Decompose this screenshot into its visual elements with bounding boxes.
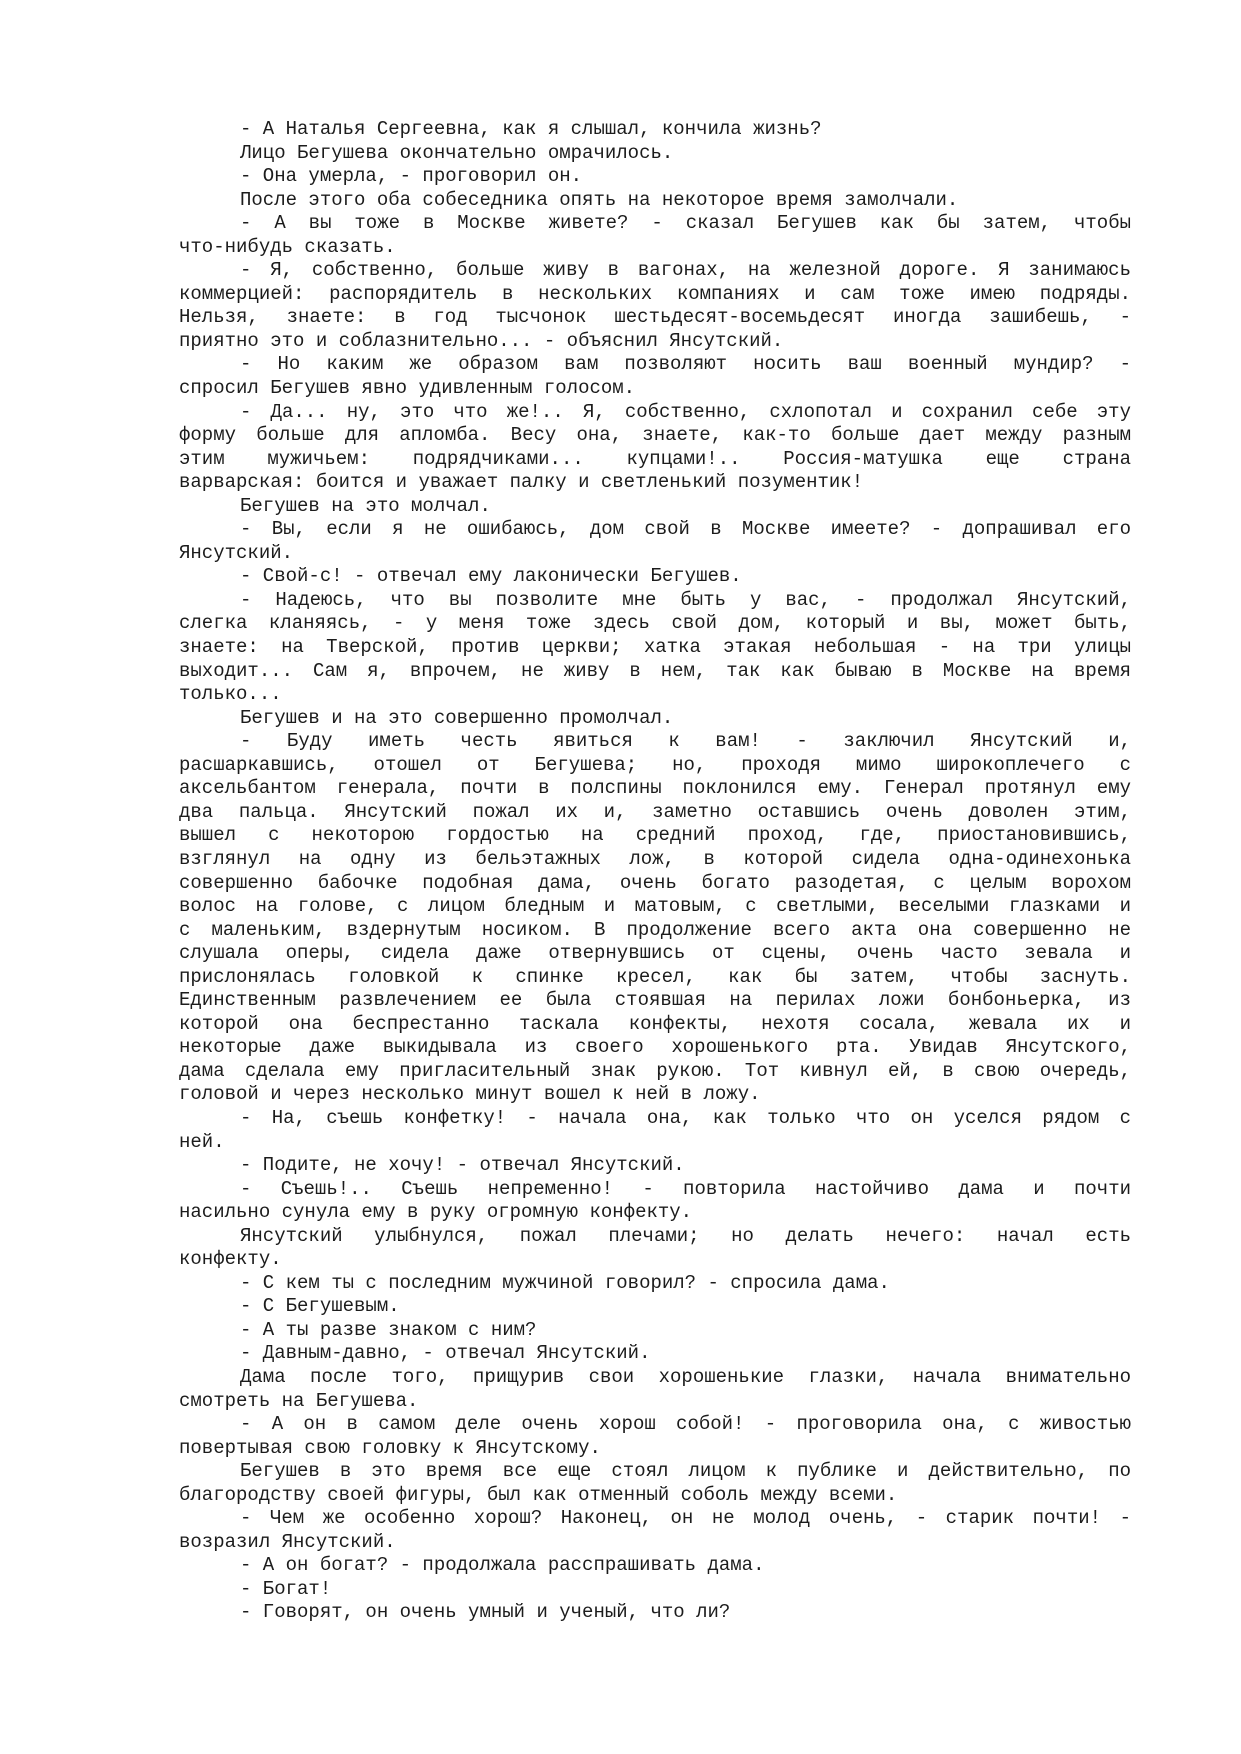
text-line: расшаркавшись, отошел от Бегушева; но, проходя мимо широкоплечего с xyxy=(179,753,1131,776)
text-line: - А ты разве знаком с ним? xyxy=(240,1318,537,1341)
text-line: - Чем же особенно хорош? Наконец, он не молод очень, - старик почти! - xyxy=(240,1507,1131,1530)
text-line: - Давным-давно, - отвечал Янсутский. xyxy=(240,1342,651,1365)
text-line: волос на голове, с лицом бледным и матовым, с светлыми, веселыми глазками и xyxy=(179,895,1131,918)
text-line: - А вы тоже в Москве живете? - сказал Бегушев как бы затем, чтобы xyxy=(240,212,1131,235)
text-line: некоторые даже выкидывала из своего хорошенького рта. Увидав Янсутского, xyxy=(179,1036,1131,1059)
text-line: - Буду иметь честь явиться к вам! - заключил Янсутский и, xyxy=(240,730,1131,753)
text-line: приятно это и соблазнительно... - объяснил Янсутский. xyxy=(179,329,784,352)
text-line: аксельбантом генерала, почти в полспины поклонился ему. Генерал протянул ему xyxy=(179,777,1131,800)
text-line: - Подите, не хочу! - отвечал Янсутский. xyxy=(240,1154,685,1177)
text-line: Бегушев в это время все еще стоял лицом к публике и действительно, по xyxy=(240,1460,1131,1483)
text-line: спросил Бегушев явно удивленным голосом. xyxy=(179,377,636,400)
text-line: совершенно бабочке подобная дама, очень богато разодетая, с целым ворохом xyxy=(179,871,1131,894)
text-line: Лицо Бегушева окончательно омрачилось. xyxy=(240,141,674,164)
text-line: слушала оперы, сидела даже отвернувшись от сцены, очень часто зевала и xyxy=(179,942,1131,965)
text-line: варварская: боится и уважает палку и светленький позументик! xyxy=(179,471,864,494)
text-line: слегка кланяясь, - у меня тоже здесь свой дом, который и вы, может быть, xyxy=(179,612,1131,635)
text-line: благородству своей фигуры, был как отменный соболь между всеми. xyxy=(179,1483,898,1506)
text-line: повертывая свою головку к Янсутскому. xyxy=(179,1436,601,1459)
text-line: два пальца. Янсутский пожал их и, заметно оставшись очень доволен этим, xyxy=(179,800,1131,823)
text-body xyxy=(179,118,1131,1625)
text-line: этим мужичьем: подрядчиками... купцами!.. Россия-матушка еще страна xyxy=(179,447,1131,470)
text-line: Нельзя, знаете: в год тысчонок шестьдесят-восемьдесят иногда зашибешь, - xyxy=(179,306,1131,329)
text-line: - Да... ну, это что же!.. Я, собственно, схлопотал и сохранил себе эту xyxy=(240,400,1131,423)
text-line: ней. xyxy=(179,1130,225,1153)
text-line: знаете: на Тверской, против церкви; хатка этакая небольшая - на три улицы xyxy=(179,636,1131,659)
text-line: - А он богат? - продолжала расспрашивать дама. xyxy=(240,1554,765,1577)
text-line: возразил Янсутский. xyxy=(179,1530,396,1553)
text-line: - Но каким же образом вам позволяют носить ваш военный мундир? - xyxy=(240,353,1131,376)
text-line: Бегушев на это молчал. xyxy=(240,494,491,517)
text-line: Янсутский. xyxy=(179,541,294,564)
text-line: выходит... Сам я, впрочем, не живу в нем, так как бываю в Москве на время xyxy=(179,659,1131,682)
text-line: прислонялась головкой к спинке кресел, как бы затем, чтобы заснуть. xyxy=(179,965,1131,988)
text-line: смотреть на Бегушева. xyxy=(179,1389,419,1412)
text-line: Бегушев и на это совершенно промолчал. xyxy=(240,706,674,729)
text-line: - На, съешь конфетку! - начала она, как только что он уселся рядом с xyxy=(240,1106,1131,1129)
text-line: что-нибудь сказать. xyxy=(179,235,396,258)
text-line: Единственным развлечением ее была стоявшая на перилах ложи бонбоньерка, из xyxy=(179,989,1131,1012)
text-line: только... xyxy=(179,683,282,706)
text-line: - Свой-с! - отвечал ему лаконически Бегушев. xyxy=(240,565,742,588)
text-line: - Я, собственно, больше живу в вагонах, на железной дороге. Я занимаюсь xyxy=(240,259,1131,282)
text-line: форму больше для апломба. Весу она, знаете, как-то больше дает между разным xyxy=(179,424,1131,447)
text-line: После этого оба собеседника опять на некоторое время замолчали. xyxy=(240,188,959,211)
text-line: головой и через несколько минут вошел к ней в ложу. xyxy=(179,1083,761,1106)
text-line: дама сделала ему пригласительный знак рукою. Тот кивнул ей, в свою очередь, xyxy=(179,1059,1131,1082)
text-line: которой она беспрестанно таскала конфекты, нехотя сосала, жевала их и xyxy=(179,1012,1131,1035)
text-line: взглянул на одну из бельэтажных лож, в которой сидела одна-одинехонька xyxy=(179,847,1131,870)
text-line: - А Наталья Сергеевна, как я слышал, кончила жизнь? xyxy=(240,118,822,140)
text-line: Дама после того, прищурив свои хорошенькие глазки, начала внимательно xyxy=(240,1365,1131,1388)
text-line: - Она умерла, - проговорил он. xyxy=(240,165,583,188)
text-line: Янсутский улыбнулся, пожал плечами; но делать нечего: начал есть xyxy=(240,1224,1131,1247)
text-line: - Надеюсь, что вы позволите мне быть у вас, - продолжал Янсутский, xyxy=(240,588,1131,611)
text-line: - Вы, если я не ошибаюсь, дом свой в Москве имеете? - допрашивал его xyxy=(240,518,1131,541)
text-line: - С Бегушевым. xyxy=(240,1295,400,1318)
text-line: - Говорят, он очень умный и ученый, что ли? xyxy=(240,1601,731,1624)
text-line: - С кем ты с последним мужчиной говорил? - спросила дама. xyxy=(240,1271,890,1294)
text-line: конфекту. xyxy=(179,1248,282,1271)
text-line: вышел с некоторою гордостью на средний проход, где, приостановившись, xyxy=(179,824,1131,847)
text-line: насильно сунула ему в руку огромную конфекту. xyxy=(179,1201,693,1224)
text-line: коммерцией: распорядитель в нескольких компаниях и сам тоже имею подряды. xyxy=(179,282,1131,305)
text-line: - Богат! xyxy=(240,1577,332,1600)
text-line: - А он в самом деле очень хорош собой! - проговорила она, с живостью xyxy=(240,1413,1131,1436)
text-line: с маленьким, вздернутым носиком. В продолжение всего акта она совершенно не xyxy=(179,918,1131,941)
text-line: - Съешь!.. Съешь непременно! - повторила настойчиво дама и почти xyxy=(240,1177,1131,1200)
